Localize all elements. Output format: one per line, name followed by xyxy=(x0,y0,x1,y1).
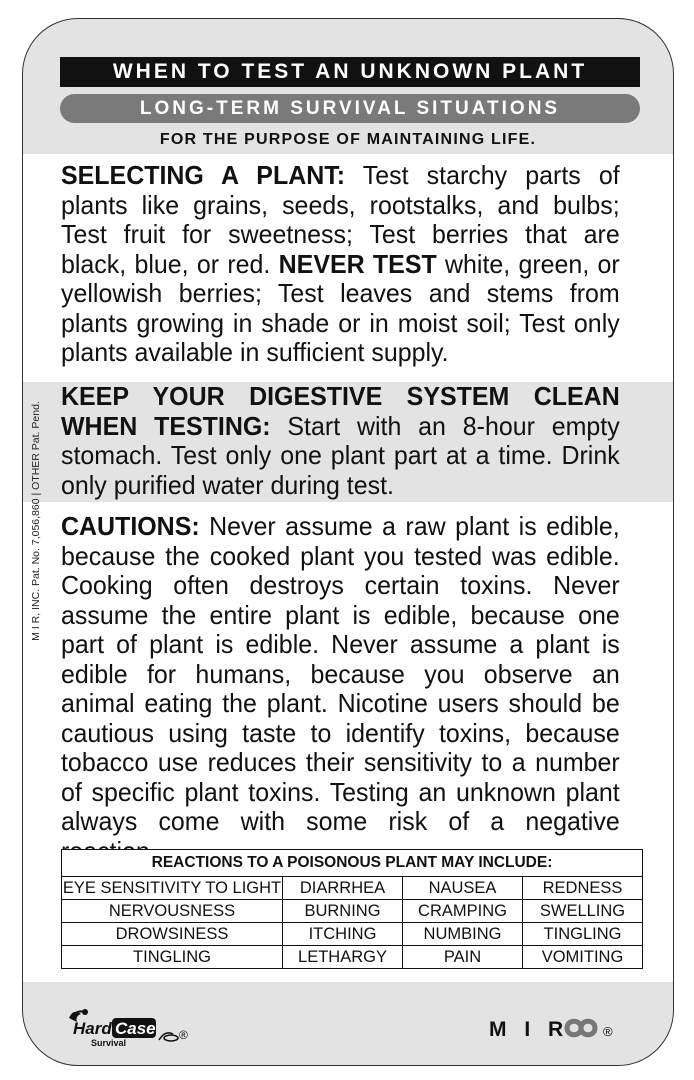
table-row xyxy=(62,946,643,969)
hardcase-logo-icon xyxy=(63,1004,203,1049)
reactions-header: REACTIONS TO A POISONOUS PLANT MAY INCLUDE: xyxy=(62,850,643,877)
selecting-heading: SELECTING A PLANT: xyxy=(61,160,346,190)
table-cell: NAUSEA xyxy=(403,877,523,900)
svg-text:®: ® xyxy=(179,1028,188,1042)
table-cell: ITCHING xyxy=(283,923,403,946)
hardcase-logo xyxy=(63,1004,203,1049)
card-title: WHEN TO TEST AN UNKNOWN PLANT xyxy=(60,57,640,87)
table-cell: TINGLING xyxy=(523,923,643,946)
reactions-header-row xyxy=(62,850,643,877)
survival-card xyxy=(22,18,674,1066)
card-subtitle: LONG-TERM SURVIVAL SITUATIONS xyxy=(60,94,640,123)
table-cell: NUMBING xyxy=(403,923,523,946)
table-cell: DIARRHEA xyxy=(283,877,403,900)
table-cell: CRAMPING xyxy=(403,900,523,923)
cautions-text: Never assume a raw plant is edible, because the cooked plant you tested was edible. Cooking often destroys certain toxins. Never assume the entire plant is edible, because one part of plant is edible. Never assume a plant is edible for humans, because you observe an animal eating the plant. Nicotine users should be cautious using taste to identify toxins, because tobacco use reduces their sensitivity to a number of specific plant toxins. Testing an unknown plant always come with some risk of a negative xyxy=(61,511,620,836)
never-test-emphasis: NEVER TEST xyxy=(278,248,437,279)
purpose-line: FOR THE PURPOSE OF MAINTAINING LIFE. xyxy=(159,131,537,148)
digestive-text: Start with an 8-hour empty stomach. Test only one plant part at a time. Drink only purified water during test. xyxy=(61,410,620,500)
table-row xyxy=(62,923,643,946)
table-cell: BURNING xyxy=(283,900,403,923)
svg-text:Hard: Hard xyxy=(73,1019,112,1038)
table-cell: VOMITING xyxy=(523,946,643,969)
table-row xyxy=(62,900,643,923)
table-cell: LETHARGY xyxy=(283,946,403,969)
digestive-heading: KEEP YOUR DIGESTIVE SYSTEM CLEAN WHEN TESTING: xyxy=(61,381,620,441)
table-cell: SWELLING xyxy=(523,900,643,923)
selecting-text-2: white, green, or yellowish berries; Test leaves and stems from plants growing in shade or in moist soil; Test only plants available in sufficient supply. xyxy=(61,248,620,367)
table-cell: PAIN xyxy=(403,946,523,969)
miro-logo-icon xyxy=(489,1014,639,1044)
svg-text:Survival: Survival xyxy=(91,1038,127,1048)
svg-text:®: ® xyxy=(603,1024,613,1039)
table-cell: DROWSINESS xyxy=(62,923,283,946)
table-cell: EYE SENSITIVITY TO LIGHT xyxy=(62,877,283,900)
selecting-paragraph xyxy=(61,161,620,368)
digestive-paragraph xyxy=(61,382,620,500)
patent-side-text xyxy=(27,356,45,686)
miro-logo xyxy=(489,1014,639,1044)
reactions-table xyxy=(61,849,643,969)
svg-text:Case: Case xyxy=(115,1019,156,1038)
svg-text:M I R: M I R xyxy=(489,1018,570,1041)
table-cell: TINGLING xyxy=(62,946,283,969)
cautions-heading: CAUTIONS: xyxy=(61,511,200,541)
table-cell: NERVOUSNESS xyxy=(62,900,283,923)
cautions-paragraph xyxy=(61,512,620,866)
patent-text: M I R, INC. Pat. No. 7,056,860 | OTHER Pat. Pend. xyxy=(30,401,42,641)
selecting-text-1: Test starchy parts of plants like grains, seeds, rootstalks, and bulbs; Test fruit for sweetness; Test berries that are black, blue, or red. xyxy=(61,160,620,279)
table-cell: REDNESS xyxy=(523,877,643,900)
table-row xyxy=(62,877,643,900)
